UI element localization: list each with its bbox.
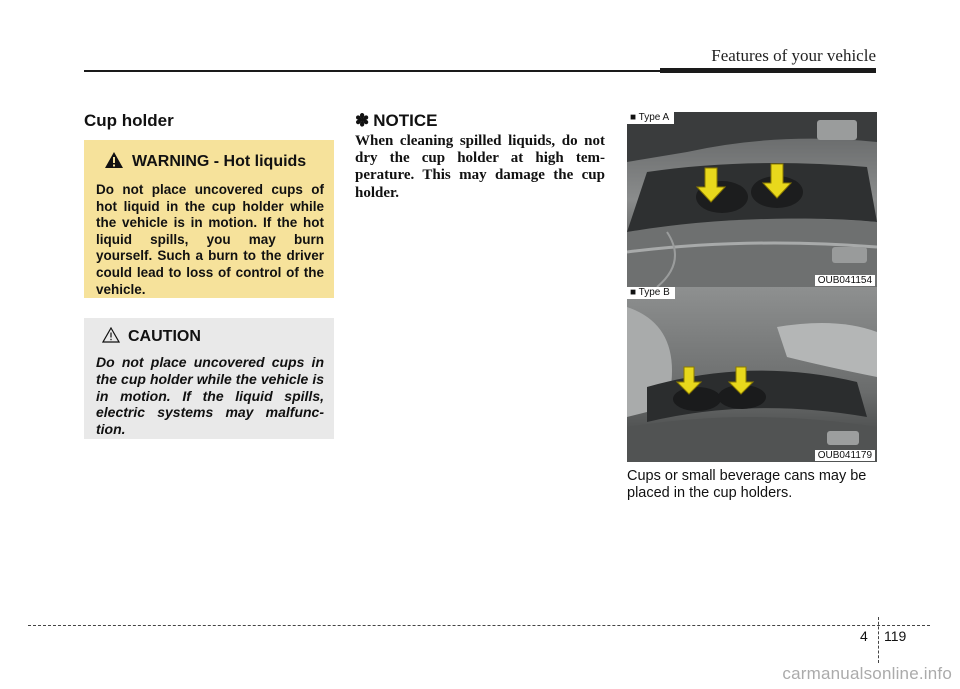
figure-caption: Cups or small beverage cans may be placed in the cup holders. <box>627 468 867 501</box>
notice-body: When cleaning spilled liquids, do not dry the cup holder at high tem-perature. This may damage the cup holder. <box>355 133 605 201</box>
caution-header <box>102 326 324 348</box>
cup-holder-photo-b <box>627 287 877 462</box>
figure-code: OUB041179 <box>815 450 875 461</box>
chapter-number: 4 <box>860 628 868 644</box>
footer-divider <box>878 617 879 663</box>
warning-header <box>104 150 324 174</box>
caution-box <box>84 318 334 439</box>
warning-triangle-icon <box>104 151 124 174</box>
page-number: 119 <box>884 628 907 644</box>
figure-code: OUB041154 <box>815 275 875 286</box>
notice-title <box>355 111 437 131</box>
footer-rule <box>28 625 930 626</box>
warning-body: Do not place uncovered cups of hot liquid in the cup holder while the vehicle is in motion. If the hot liquid spills, you may burn yourself. Such a burn to the driver could lead to loss of control of the vehicle. <box>96 182 324 297</box>
caution-body: Do not place uncovered cups in the cup holder while the vehicle is in motion. If the liquid spills, electric systems may malfunc-tion. <box>96 354 324 438</box>
warning-box <box>84 140 334 298</box>
watermark[interactable]: carmanualsonline.info <box>782 664 952 683</box>
notice-title-text: NOTICE <box>373 111 438 130</box>
notice-star-icon: ✽ <box>355 111 370 130</box>
figure-type-a <box>627 112 877 287</box>
header-title: Features of your vehicle <box>711 46 876 65</box>
figure-type-b <box>627 287 877 462</box>
section-title: Cup holder <box>84 111 174 130</box>
header-rule-accent <box>660 68 876 73</box>
caution-triangle-icon <box>102 327 120 348</box>
figure-label: ■ Type B <box>627 287 675 299</box>
warning-title: WARNING - Hot liquids <box>132 153 307 170</box>
figure-label: ■ Type A <box>627 112 674 124</box>
cup-holder-photo-a <box>627 112 877 287</box>
caution-title: CAUTION <box>128 328 201 345</box>
